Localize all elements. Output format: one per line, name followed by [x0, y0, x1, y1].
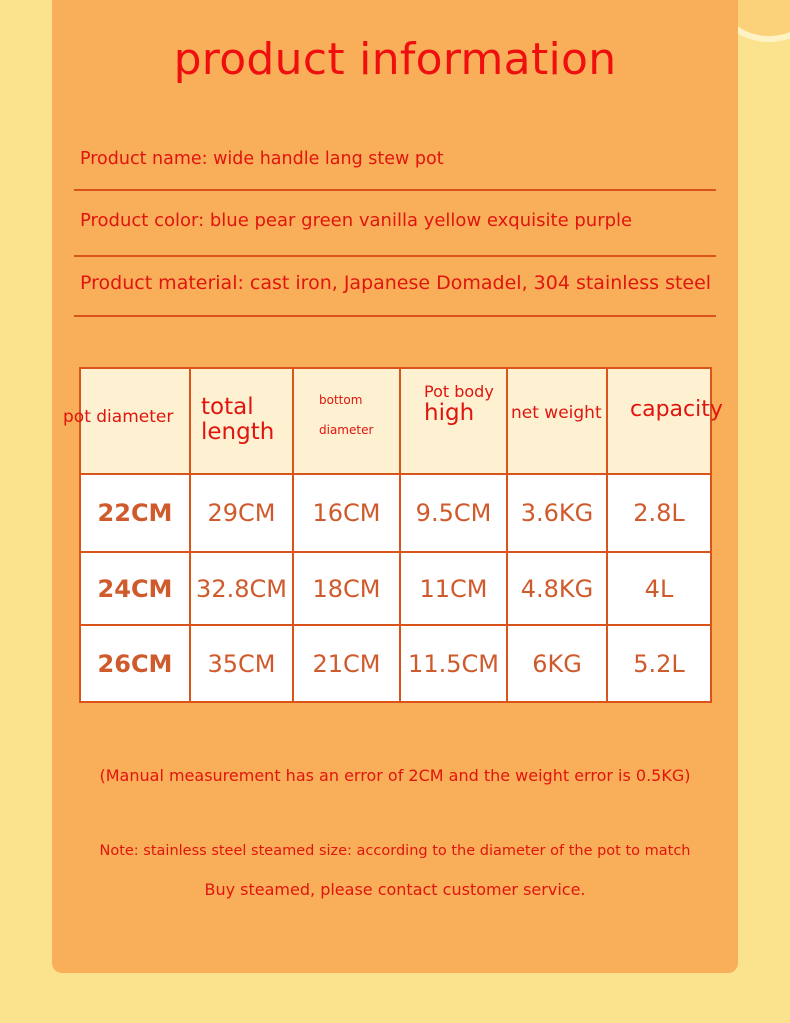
contact-service-note: Buy steamed, please contact customer service.	[204, 880, 586, 899]
cell-total-length: 35CM	[190, 625, 293, 702]
header-capacity	[607, 368, 723, 474]
cell-height: 9.5CM	[400, 474, 507, 552]
cell-net-weight: 6KG	[507, 625, 607, 702]
header-pot-body-high	[400, 368, 507, 474]
cell-bottom-diameter: 18CM	[293, 552, 400, 625]
cell-height: 11.5CM	[400, 625, 507, 702]
cell-capacity: 5.2L	[607, 625, 711, 702]
cell-pot-diameter: 26CM	[80, 625, 190, 702]
header-net-weight-label: net weight	[511, 403, 602, 423]
cell-net-weight: 4.8KG	[507, 552, 607, 625]
header-pot-body-group	[424, 383, 494, 426]
product-color-text: Product color: blue pear green vanilla yellow exquisite purple	[80, 210, 633, 231]
size-spec-table	[63, 367, 723, 703]
header-pot-body-label: Pot body	[424, 382, 494, 401]
cell-pot-diameter: 24CM	[80, 552, 190, 625]
header-bottom-diameter	[293, 368, 400, 474]
cell-net-weight: 3.6KG	[507, 474, 607, 552]
cell-total-length: 29CM	[190, 474, 293, 552]
header-net-weight	[507, 368, 607, 474]
cell-capacity: 2.8L	[607, 474, 711, 552]
cell-bottom-diameter: 16CM	[293, 474, 400, 552]
cell-total-length: 32.8CM	[190, 552, 293, 625]
table-row	[80, 474, 711, 552]
table-header-row	[80, 368, 711, 474]
header-pot-diameter-label: pot diameter	[63, 407, 174, 427]
header-total-length	[190, 368, 293, 474]
page-title: product information	[173, 34, 617, 85]
product-info-card	[52, 0, 738, 973]
info-row-color	[74, 202, 716, 257]
header-total-length-label: total length	[201, 394, 275, 445]
header-bottom-diameter-label: bottom diameter	[319, 393, 374, 437]
product-material-text: Product material: cast iron, Japanese Domadel, 304 stainless steel	[80, 272, 712, 294]
cell-bottom-diameter: 21CM	[293, 625, 400, 702]
info-row-material	[74, 265, 716, 317]
header-capacity-label: capacity	[630, 397, 723, 422]
steamer-size-note: Note: stainless steel steamed size: according to the diameter of the pot to match	[99, 843, 691, 859]
cell-capacity: 4L	[607, 552, 711, 625]
info-row-name	[74, 140, 716, 191]
header-high-label: high	[424, 400, 475, 426]
table-row	[80, 552, 711, 625]
product-name-text: Product name: wide handle lang stew pot	[80, 149, 444, 169]
table-row	[80, 625, 711, 702]
cell-height: 11CM	[400, 552, 507, 625]
measurement-error-note: (Manual measurement has an error of 2CM and the weight error is 0.5KG)	[99, 766, 691, 785]
cell-pot-diameter: 22CM	[80, 474, 190, 552]
header-pot-diameter	[63, 368, 190, 474]
